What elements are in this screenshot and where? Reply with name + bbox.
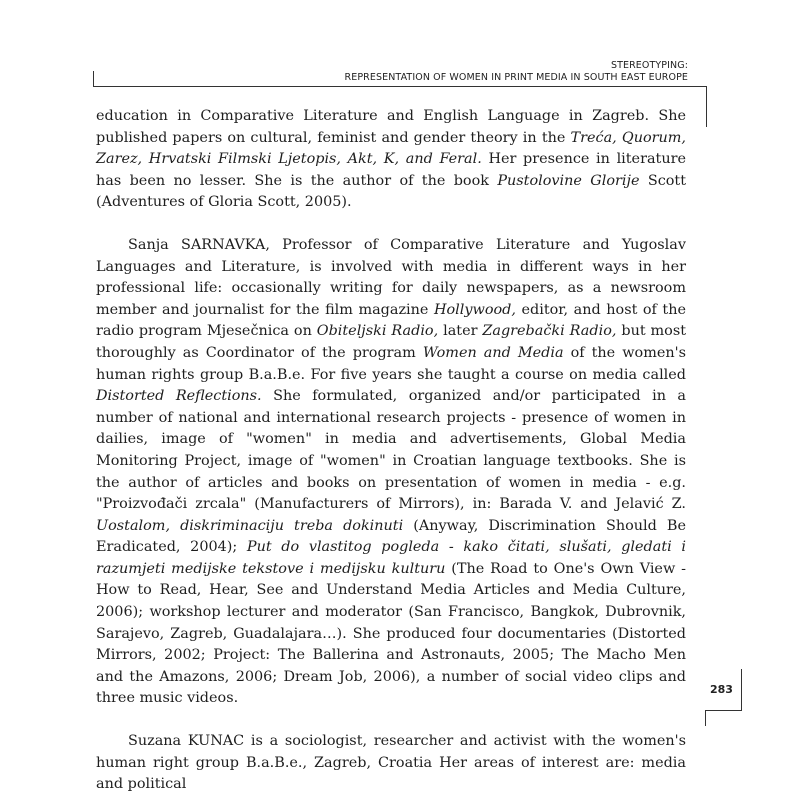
- paragraph-1: [96, 106, 686, 214]
- body-text-run: of the women's human rights group B.a.B.e. For five years she taught a course on media called: [96, 344, 686, 383]
- italic-title-text: Women and Media: [422, 344, 564, 361]
- italic-title-text: Pustolovine Glorije: [497, 172, 640, 189]
- body-text-run: (Anyway, Discrimination Should Be Eradicated, 2004);: [96, 517, 686, 556]
- italic-title-text: Uostalom, diskriminaciju treba dokinuti: [96, 517, 404, 534]
- body-text: [96, 106, 686, 796]
- body-text-run: (The Road to One's Own View - How to Read, Hear, See and Understand Media Articles and Media Culture, 2006); workshop lecturer and moderator (San Francisco, Bangkok, Dubrovnik, Sarajevo, Zagreb, Guadalajara…). She produced four documentaries (Distorted Mirrors, 2002; Project: The Ballerina and Astronauts, 2005; The Macho Men and the Amazons, 2006; Dream Job, 2006), a number of social video clips and three music videos.: [96, 560, 686, 707]
- header-left-tick: [93, 71, 94, 86]
- body-text-run: Sanja SARNAVKA, Professor of Comparative Literature and Yugoslav Languages and Literature, is involved with media in different ways in her professional life: occasionally writing for daily newspapers, as a newsroom member and journalist for the film magazine: [96, 236, 686, 318]
- italic-title-text: Distorted Reflections.: [96, 388, 262, 405]
- body-text-run: Her presence in literature has been no lesser. She is the author of the book: [96, 151, 686, 189]
- body-text-run: Scott (Adventures of Gloria Scott, 2005).: [96, 172, 686, 211]
- italic-title-text: Treća, Quorum, Zarez, Hrvatski Filmski Ljetopis, Akt, K, and Feral.: [96, 129, 686, 168]
- page-number-drop-rule: [705, 710, 706, 726]
- italic-title-text: Put do vlastitog pogleda - kako čitati, slušati, gledati i razumjeti medijske tekstove i medijsku kulturu: [96, 539, 686, 577]
- body-text-run: later: [438, 323, 483, 340]
- italic-title-text: Obiteljski Radio,: [316, 323, 439, 340]
- page-number-horizontal-rule: [705, 710, 741, 711]
- italic-title-text: Hollywood,: [433, 301, 516, 318]
- body-text-run: Suzana KUNAC is a sociologist, researcher and activist with the women's human right group B.a.B.e., Zagreb, Croatia Her areas of interest are: media and political: [96, 733, 686, 793]
- body-text-run: education in Comparative Literature and English Language in Zagreb. She published papers on cultural, feminist and gender theory in the: [96, 108, 686, 146]
- body-text-run: editor, and host of the radio program Mjesečnica on: [96, 301, 686, 340]
- page-number-vertical-rule: [741, 669, 742, 711]
- paragraph-2: [96, 235, 686, 710]
- body-text-run: She formulated, organized and/or participated in a number of national and international research projects - presence of women in dailies, image of "women" in media and advertisements, Global Media Monitoring Project, image of "women" in Croatian language textbooks. She is the author of articles and books on presentation of women in media - e.g. "Proizvođači zrcala" (Manufacturers of Mirrors), in: Barada V. and Jelavić Z.: [96, 388, 686, 513]
- body-text-run: but most thoroughly as Coordinator of the program: [96, 323, 687, 361]
- italic-title-text: Zagrebački Radio,: [482, 323, 617, 340]
- page-number: 283: [710, 683, 733, 696]
- running-header-line-2: REPRESENTATION OF WOMEN IN PRINT MEDIA IN SOUTH EAST EUROPE: [344, 72, 688, 83]
- running-header: [345, 60, 688, 84]
- running-header-line-1: STEREOTYPING:: [610, 60, 688, 71]
- header-right-tick: [706, 86, 707, 127]
- paragraph-3: [96, 731, 686, 796]
- header-rule: [93, 86, 707, 87]
